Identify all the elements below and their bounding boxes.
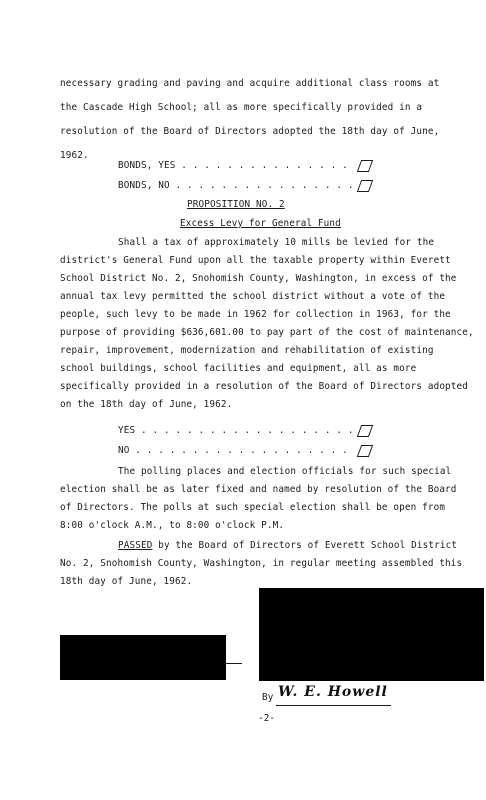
body-line: of Directors. The polls at such special election shall be open from [60, 502, 446, 513]
passed-text: by the Board of Directors of Everett School District [152, 540, 458, 551]
vote-levy-no: NO . . . . . . . . . . . . . . . . . . . [118, 445, 348, 456]
vote-checkbox [357, 425, 373, 437]
signature-scrawl: W. E. Howell [278, 684, 388, 700]
body-line: specifically provided in a resolution of the Board of Directors adopted [60, 381, 469, 392]
passed-label: PASSED [118, 540, 153, 551]
body-line: people, such levy to be made in 1962 for collection in 1963, for the [60, 309, 451, 320]
proposition-subheading: Excess Levy for General Fund [180, 218, 341, 229]
body-line: repair, improvement, modernization and rehabilitation of existing [60, 345, 434, 356]
proposition-heading: PROPOSITION NO. 2 [187, 199, 285, 210]
body-line: district's General Fund upon all the taxable property within Everett [60, 255, 451, 266]
body-line: the Cascade High School; all as more specifically provided in a [60, 102, 423, 113]
vote-levy-yes: YES . . . . . . . . . . . . . . . . . . . [118, 425, 354, 436]
redacted-block [259, 588, 484, 681]
body-line: 1962. [60, 150, 89, 161]
body-line: election shall be as later fixed and named by resolution of the Board [60, 484, 457, 495]
body-line: Shall a tax of approximately 10 mills be levied for the [118, 237, 435, 248]
body-line: purpose of providing $636,601.00 to pay part of the cost of maintenance, [60, 327, 474, 338]
body-line: necessary grading and paving and acquire additional class rooms at [60, 78, 440, 89]
body-line: 8:00 o'clock A.M., to 8:00 o'clock P.M. [60, 520, 285, 531]
body-line: The polling places and election officials for such special [118, 466, 452, 477]
body-line: No. 2, Snohomish County, Washington, in regular meeting assembled this [60, 558, 463, 569]
body-line: annual tax levy permitted the school district without a vote of the [60, 291, 446, 302]
page-number: -2- [258, 713, 276, 724]
signature-line [276, 705, 391, 706]
signature-line [226, 663, 242, 664]
body-line: School District No. 2, Snohomish County, Washington, in excess of the [60, 273, 457, 284]
vote-checkbox [357, 180, 373, 192]
vote-checkbox [357, 160, 373, 172]
vote-bonds-no: BONDS, NO . . . . . . . . . . . . . . . . [118, 180, 354, 191]
body-line: school buildings, school facilities and equipment, all as more [60, 363, 417, 374]
vote-checkbox [357, 445, 373, 457]
redacted-block [60, 635, 226, 680]
passed-line [118, 540, 457, 552]
by-label: By [262, 692, 274, 703]
body-line: on the 18th day of June, 1962. [60, 399, 233, 410]
body-line: resolution of the Board of Directors adopted the 18th day of June, [60, 126, 440, 137]
vote-bonds-yes: BONDS, YES . . . . . . . . . . . . . . . [118, 160, 348, 171]
body-line: 18th day of June, 1962. [60, 576, 193, 587]
